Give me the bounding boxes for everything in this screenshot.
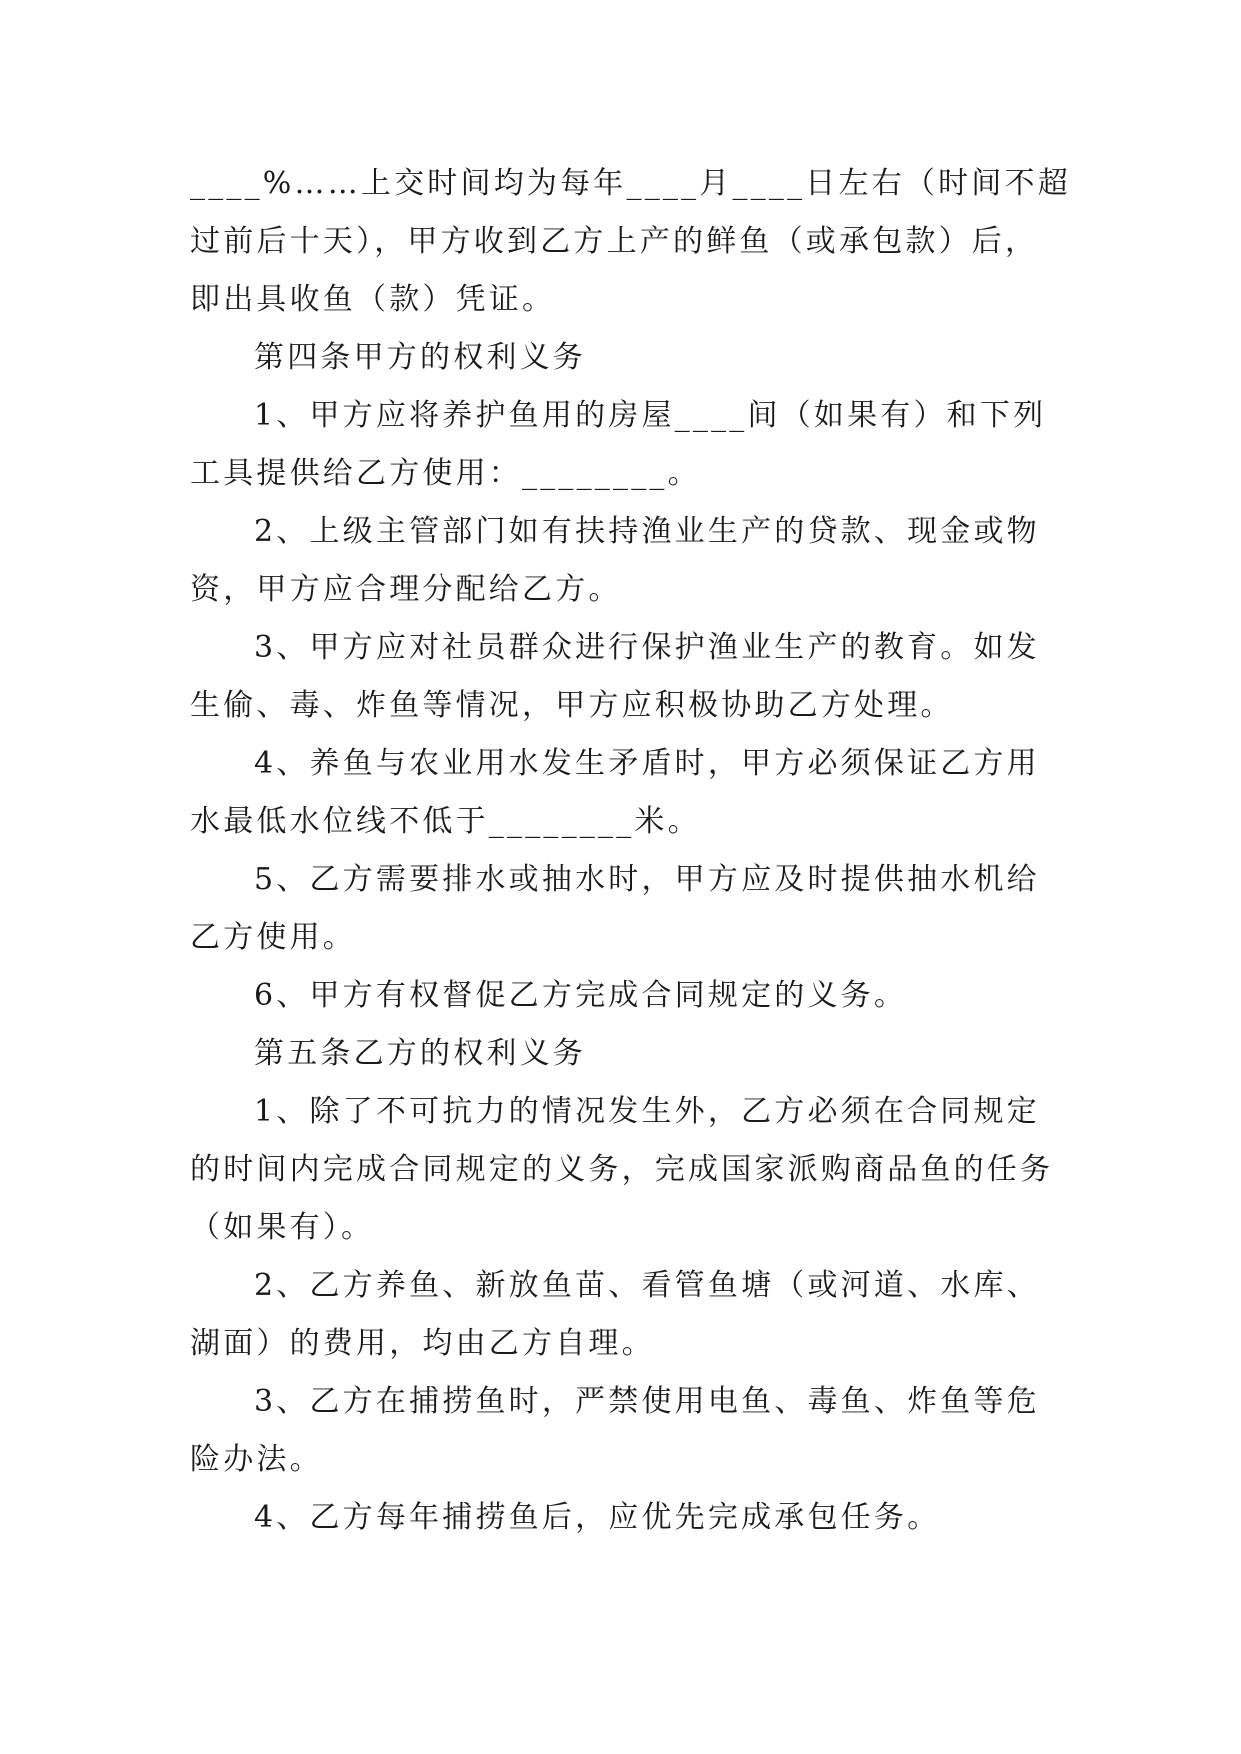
paragraph-line: 生偷、毒、炸鱼等情况，甲方应积极协助乙方处理。 <box>190 688 954 723</box>
paragraph-line: 4、养鱼与农业用水发生矛盾时，甲方必须保证乙方用 <box>254 746 1040 781</box>
paragraph-line: （如果有）。 <box>190 1210 375 1245</box>
paragraph-line: ____%……上交时间均为每年____月____日左右（时间不超 <box>190 166 1071 201</box>
paragraph-line: 乙方使用。 <box>190 920 356 955</box>
paragraph-line: 险办法。 <box>190 1442 323 1477</box>
paragraph-line: 4、乙方每年捕捞鱼后，应优先完成承包任务。 <box>254 1500 941 1535</box>
paragraph-line: 工具提供给乙方使用：________。 <box>190 456 701 491</box>
paragraph-line: 即出具收鱼（款）凭证。 <box>190 282 556 317</box>
paragraph-line: 3、甲方应对社员群众进行保护渔业生产的教育。如发 <box>254 630 1040 665</box>
paragraph-line: 过前后十天），甲方收到乙方上产的鲜鱼（或承包款）后， <box>190 224 1039 259</box>
paragraph-line: 2、上级主管部门如有扶持渔业生产的贷款、现金或物 <box>254 514 1040 549</box>
paragraph-line: 5、乙方需要排水或抽水时，甲方应及时提供抽水机给 <box>254 862 1040 897</box>
paragraph-line: 2、乙方养鱼、新放鱼苗、看管鱼塘（或河道、水库、 <box>254 1268 1040 1303</box>
paragraph-line: 水最低水位线不低于________米。 <box>190 804 701 839</box>
section-heading: 第四条甲方的权利义务 <box>254 340 586 375</box>
paragraph-line: 3、乙方在捕捞鱼时，严禁使用电鱼、毒鱼、炸鱼等危 <box>254 1384 1040 1419</box>
paragraph-line: 的时间内完成合同规定的义务，完成国家派购商品鱼的任务 <box>190 1152 1054 1187</box>
paragraph-line: 湖面）的费用，均由乙方自理。 <box>190 1326 655 1361</box>
paragraph-line: 6、甲方有权督促乙方完成合同规定的义务。 <box>254 978 908 1013</box>
paragraph-line: 1、甲方应将养护鱼用的房屋____间（如果有）和下列 <box>254 398 1047 433</box>
paragraph-line: 资，甲方应合理分配给乙方。 <box>190 572 622 607</box>
document-body <box>190 155 1071 1547</box>
paragraph-line: 1、除了不可抗力的情况发生外，乙方必须在合同规定 <box>254 1094 1040 1129</box>
section-heading: 第五条乙方的权利义务 <box>254 1036 586 1071</box>
